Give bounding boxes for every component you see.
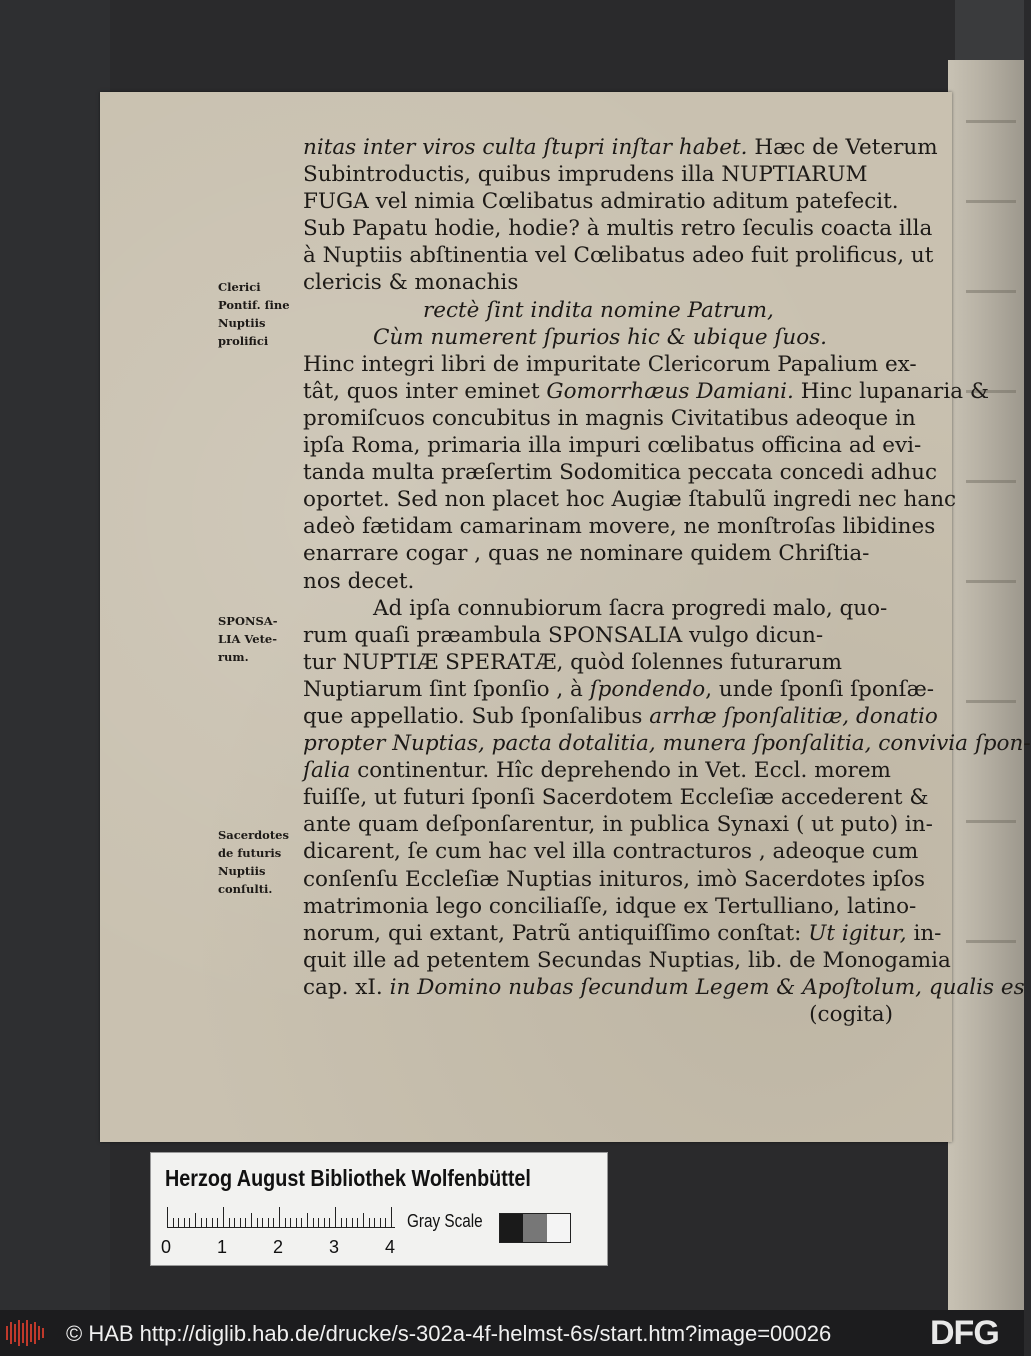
ruler-tick <box>173 1218 174 1227</box>
text-span: in- <box>906 920 942 946</box>
text-line <box>303 405 916 432</box>
measure-scale <box>167 1205 397 1229</box>
ruler-tick <box>212 1218 213 1227</box>
text-span: ſalia <box>303 758 351 784</box>
text-line <box>303 974 1025 1001</box>
text-line <box>303 784 929 811</box>
margin-note-sacerdotes <box>218 826 302 898</box>
ruler-tick <box>341 1218 342 1227</box>
text-span: promiſcuos concubitus in magnis Civitatibus adeoque in <box>303 405 916 431</box>
margin-note-line: Nuptiis <box>218 316 266 330</box>
ruler-number: 2 <box>273 1237 284 1257</box>
text-span: tât, quos inter eminet <box>303 378 547 404</box>
text-line <box>303 622 893 649</box>
text-span: norum, qui extant, Patrũ antiquiſſimo conſtat: <box>303 920 809 946</box>
text-line <box>303 595 893 622</box>
ruler-tick <box>335 1207 336 1227</box>
text-span: matrimonia lego conciliaſſe, idque ex Tertulliano, latino- <box>303 893 917 919</box>
text-span: Nuptiarum ſint ſponſio , à <box>303 676 590 702</box>
ruler-tick <box>262 1218 263 1227</box>
ruler-tick <box>257 1218 258 1227</box>
text-line <box>303 1001 893 1028</box>
adjacent-page-edge <box>948 60 1024 1310</box>
text-line <box>303 676 935 703</box>
page-body-text <box>303 134 1031 1028</box>
text-span: ante quam deſponſarentur, in publica Synaxi ( ut puto) in- <box>303 812 933 838</box>
text-line <box>303 513 936 540</box>
text-span: Cùm numerent ſpurios hic & ubique ſuos. <box>373 324 828 350</box>
text-span: (cogita) <box>809 1002 893 1027</box>
text-line <box>303 757 893 784</box>
ruler-tick <box>346 1218 347 1227</box>
text-span: rum quaſi præambula SPONSALIA vulgo dicun- <box>303 622 824 648</box>
text-span: nos decet. <box>303 568 415 594</box>
margin-note-line: Sacerdotes <box>218 828 289 842</box>
gray-swatch-cell <box>500 1214 523 1242</box>
margin-note-line: Pontif. ſine <box>218 298 290 312</box>
viewer-footer <box>0 1310 1024 1356</box>
ruler-tick <box>279 1207 280 1227</box>
text-line <box>303 269 893 296</box>
ruler-tick <box>301 1218 302 1227</box>
text-span: arrhæ ſponſalitiæ, donatio <box>649 703 938 729</box>
text-line <box>303 378 990 405</box>
text-line <box>303 161 893 188</box>
margin-note-line: conſulti. <box>218 882 273 896</box>
ruler-number: 4 <box>385 1237 396 1257</box>
gray-scale-swatch <box>499 1213 571 1243</box>
text-line <box>303 703 938 730</box>
text-line <box>303 134 938 161</box>
margin-note-line: Clerici <box>218 280 261 294</box>
ruler-number: 1 <box>217 1237 228 1257</box>
ruler-tick <box>385 1218 386 1227</box>
text-span: Ad ipſa connubiorum ſacra progredi malo, quo- <box>373 595 888 621</box>
text-line <box>303 838 919 865</box>
ruler-tick <box>313 1218 314 1227</box>
ruler-tick <box>167 1207 168 1227</box>
text-span: cap. xI. <box>303 974 390 1000</box>
ruler-tick <box>217 1218 218 1227</box>
ruler-tick <box>285 1218 286 1227</box>
ruler-tick <box>380 1218 381 1227</box>
ruler-tick <box>273 1218 274 1227</box>
text-span: FUGA vel nimia Cœlibatus admiratio aditum patefecit. <box>303 189 899 215</box>
text-span: que appellatio. Sub ſponſalibus <box>303 703 650 729</box>
ruler-number: 3 <box>329 1237 340 1257</box>
margin-note-line: Nuptiis <box>218 864 266 878</box>
library-title: Herzog August Bibliothek Wolfenbüttel <box>165 1165 531 1191</box>
text-line <box>303 730 1031 757</box>
ruler-tick <box>318 1218 319 1227</box>
text-line <box>303 242 934 269</box>
dark-background-left <box>0 0 110 1310</box>
ruler-tick <box>223 1207 224 1227</box>
margin-note-line: SPONSA- <box>218 614 278 628</box>
ruler-tick <box>234 1218 235 1227</box>
ruler-tick <box>251 1213 252 1227</box>
text-span: Ut igitur, <box>808 920 907 946</box>
text-line <box>303 188 899 215</box>
text-line <box>303 811 933 838</box>
ruler-tick <box>195 1213 196 1227</box>
text-span: ipſa Roma, primaria illa impuri cœlibatus officina ad evi- <box>303 433 922 459</box>
ruler-tick <box>391 1207 392 1227</box>
ruler-tick <box>268 1218 269 1227</box>
text-span: Gomorrhæus Damiani. <box>546 378 794 404</box>
ruler-tick <box>363 1213 364 1227</box>
ruler-tick <box>240 1218 241 1227</box>
text-line <box>303 324 893 351</box>
ruler-tick <box>329 1218 330 1227</box>
gray-swatch-cell <box>523 1214 546 1242</box>
ruler-tick <box>290 1218 291 1227</box>
text-span: dicarent, ſe cum hac vel illa contracturos , adeoque cum <box>303 839 919 865</box>
text-line <box>303 540 893 567</box>
text-span: tanda multa præſertim Sodomitica peccata concedi adhuc <box>303 460 937 486</box>
ruler-tick <box>374 1218 375 1227</box>
ruler-tick <box>178 1218 179 1227</box>
ruler-number: 0 <box>161 1237 172 1257</box>
gray-scale-label: Gray Scale <box>407 1211 483 1231</box>
text-span: propter Nuptias, pacta dotalitia, munera ſponſalitia, convivia ſpon- <box>303 731 1031 757</box>
color-calibration-card <box>150 1152 608 1266</box>
text-span: quit ille ad petentem Secundas Nuptias, lib. de Monogamia <box>303 947 951 973</box>
margin-note-clerici <box>218 278 302 350</box>
text-span: fuiſſe, ut futuri ſponſi Sacerdotem Eccleſiæ accederent & <box>303 785 929 811</box>
text-span: enarrare cogar , quas ne nominare quidem Chriſtia- <box>303 541 870 567</box>
ruler-tick <box>369 1218 370 1227</box>
ruler-tick <box>201 1218 202 1227</box>
text-span: conſenſu Eccleſiæ Nuptias inituros, imò Sacerdotes ipſos <box>303 866 926 892</box>
text-line <box>303 351 917 378</box>
ruler-tick <box>352 1218 353 1227</box>
text-span: adeò fætidam camarinam movere, ne monſtroſas libidines <box>303 514 936 540</box>
text-line <box>303 568 893 595</box>
text-line <box>303 866 926 893</box>
ruler-tick <box>324 1218 325 1227</box>
ruler-tick <box>206 1218 207 1227</box>
text-span: nitas inter viros culta ſtupri inſtar habet. <box>303 135 748 160</box>
text-line <box>303 893 917 920</box>
text-line <box>303 432 922 459</box>
text-span: clericis & monachis <box>303 270 519 296</box>
copyright-url-text[interactable]: © HAB http://diglib.hab.de/drucke/s-302a-4f-helmst-6s/start.htm?image=00026 <box>66 1321 832 1346</box>
margin-note-line: LIA Vete- <box>218 632 277 646</box>
text-span: Hinc lupanaria & <box>793 378 990 404</box>
text-line <box>303 297 893 324</box>
text-line <box>303 459 937 486</box>
text-line <box>303 215 933 242</box>
ruler-tick <box>307 1213 308 1227</box>
text-span: Hinc integri libri de impuritate Clericorum Papalium ex- <box>303 351 917 377</box>
text-line <box>303 649 893 676</box>
text-line <box>303 947 951 974</box>
margin-note-line: de futuris <box>218 846 282 860</box>
ruler-tick <box>229 1218 230 1227</box>
text-span: in Domino nubas ſecundum Legem & Apoſtolum, qualis es <box>389 974 1025 1000</box>
text-span: ſpondendo <box>589 676 706 702</box>
text-span: rectè ſint indita nomine Patrum, <box>423 297 774 323</box>
margin-note-line: rum. <box>218 650 249 664</box>
text-span: à Nuptiis abſtinentia vel Cœlibatus adeo fuit prolificus, ut <box>303 243 934 269</box>
text-span: oportet. Sed non placet hoc Augiæ ſtabulũ ingredi nec hanc <box>303 487 957 513</box>
margin-note-sponsalia <box>218 612 302 666</box>
ruler-tick <box>189 1218 190 1227</box>
text-line <box>303 486 957 513</box>
margin-note-line: prolifici <box>218 334 269 348</box>
text-span: , unde ſponſi ſponſæ- <box>705 676 935 702</box>
ruler-tick <box>357 1218 358 1227</box>
text-span: continentur. Hîc deprehendo in Vet. Eccl. morem <box>350 758 891 784</box>
text-span: Hæc de Veterum <box>747 135 938 160</box>
text-span: Subintroductis, quibus imprudens illa NUPTIARUM <box>303 162 868 188</box>
hab-logo-icon <box>6 1320 46 1346</box>
text-span: Sub Papatu hodie, hodie? à multis retro ſeculis coacta illa <box>303 216 933 242</box>
gray-swatch-cell <box>547 1214 570 1242</box>
ruler-tick <box>296 1218 297 1227</box>
dfg-logo: DFG <box>930 1314 999 1352</box>
text-span: tur NUPTIÆ SPERATÆ, quòd ſolennes futurarum <box>303 649 842 675</box>
ruler-tick <box>184 1218 185 1227</box>
text-line <box>303 920 942 947</box>
ruler-tick <box>245 1218 246 1227</box>
